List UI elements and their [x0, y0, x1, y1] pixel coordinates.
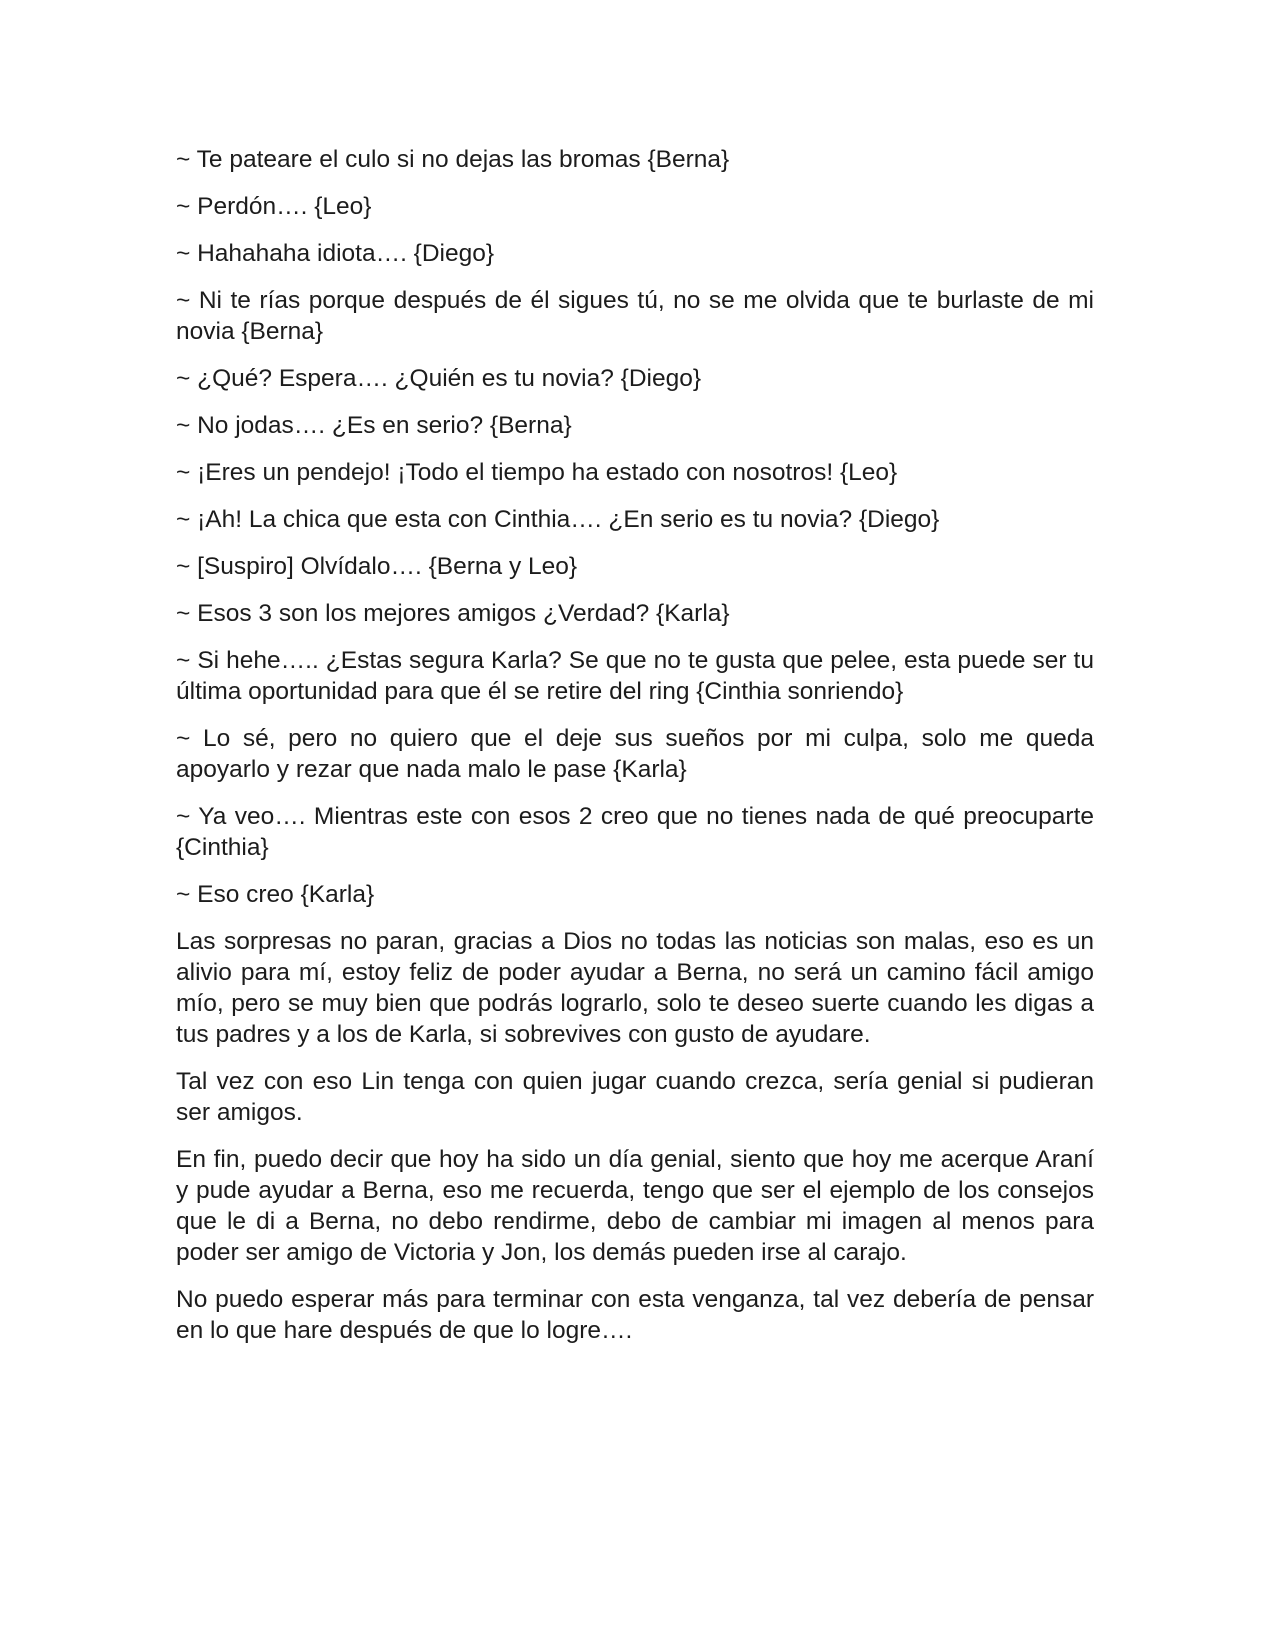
dialogue-line: ~ ¡Eres un pendejo! ¡Todo el tiempo ha estado con nosotros! {Leo} — [176, 459, 898, 486]
dialogue-line: ~ Ni te rías porque después de él sigues tú, no se me olvida que te burlaste de mi novia {Berna} — [176, 287, 1094, 345]
dialogue-line: ~ ¿Qué? Espera…. ¿Quién es tu novia? {Diego} — [176, 365, 702, 392]
dialogue-line: ~ [Suspiro] Olvídalo…. {Berna y Leo} — [176, 553, 578, 580]
dialogue-line: ~ Esos 3 son los mejores amigos ¿Verdad? {Karla} — [176, 600, 730, 627]
dialogue-line: ~ No jodas…. ¿Es en serio? {Berna} — [176, 412, 572, 439]
narrative-paragraph: Las sorpresas no paran, gracias a Dios no todas las noticias son malas, eso es un alivio para mí, estoy feliz de poder ayudar a Berna, no será un camino fácil amigo mío, pero se muy bien que podrás lograrlo, solo te deseo suerte cuando les digas a tus padres y a los de Karla, si sobrevives con gusto de ayudare. — [176, 928, 1094, 1048]
dialogue-line: ~ Eso creo {Karla} — [176, 881, 375, 908]
dialogue-line: ~ Si hehe….. ¿Estas segura Karla? Se que no te gusta que pelee, esta puede ser tu última oportunidad para que él se retire del ring {Cinthia sonriendo} — [176, 647, 1094, 705]
dialogue-line: ~ Te pateare el culo si no dejas las bromas {Berna} — [176, 146, 730, 173]
dialogue-line: ~ Perdón…. {Leo} — [176, 193, 372, 220]
narrative-paragraph: En fin, puedo decir que hoy ha sido un día genial, siento que hoy me acerque Araní y pude ayudar a Berna, eso me recuerda, tengo que ser el ejemplo de los consejos que le di a Berna, no debo rendirme, debo de cambiar mi imagen al menos para poder ser amigo de Victoria y Jon, los demás pueden irse al carajo. — [176, 1146, 1094, 1266]
dialogue-line: ~ ¡Ah! La chica que esta con Cinthia…. ¿En serio es tu novia? {Diego} — [176, 506, 940, 533]
document-body — [176, 144, 1094, 1362]
dialogue-line: ~ Lo sé, pero no quiero que el deje sus sueños por mi culpa, solo me queda apoyarlo y rezar que nada malo le pase {Karla} — [176, 725, 1094, 783]
narrative-paragraph: No puedo esperar más para terminar con esta venganza, tal vez debería de pensar en lo que hare después de que lo logre…. — [176, 1286, 1094, 1344]
dialogue-line: ~ Hahahaha idiota…. {Diego} — [176, 240, 495, 267]
narrative-paragraph: Tal vez con eso Lin tenga con quien jugar cuando crezca, sería genial si pudieran ser amigos. — [176, 1068, 1094, 1126]
dialogue-line: ~ Ya veo…. Mientras este con esos 2 creo que no tienes nada de qué preocuparte {Cinthia} — [176, 803, 1094, 861]
